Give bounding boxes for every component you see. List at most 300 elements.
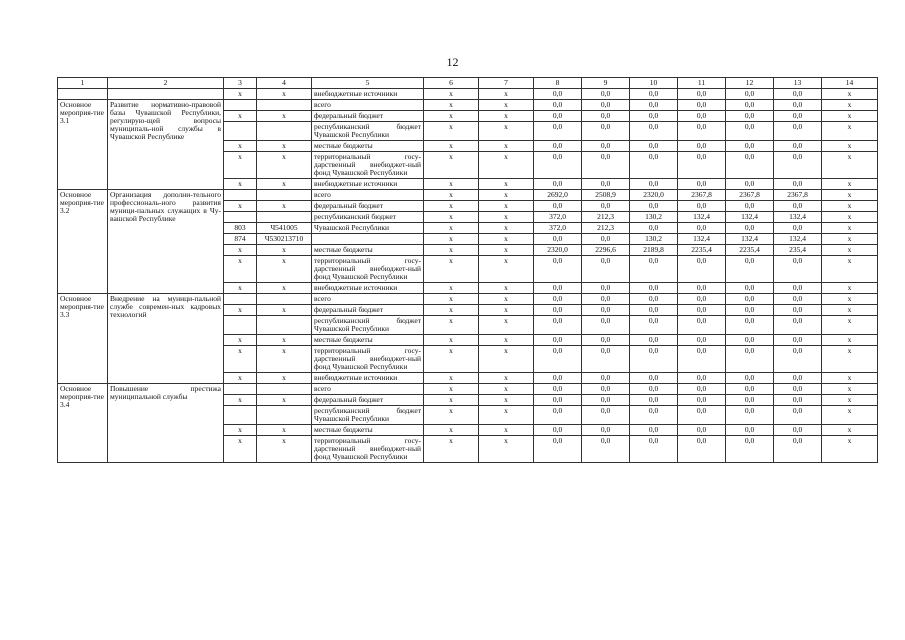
- value-cell: 0,0: [678, 179, 726, 190]
- value-cell: 0,0: [678, 141, 726, 152]
- code-cell: x: [479, 111, 534, 122]
- value-cell: 0,0: [582, 335, 630, 346]
- column-header: 9: [582, 78, 630, 89]
- code-cell: x: [822, 335, 878, 346]
- code-cell: x: [424, 179, 479, 190]
- value-cell: 0,0: [726, 179, 774, 190]
- value-cell: 0,0: [774, 425, 822, 436]
- value-cell: 0,0: [630, 256, 678, 283]
- activity-title-cell: Основное мероприя-тие 3.2: [58, 190, 108, 294]
- activity-description-cell: Развитие нормативно-правовой базы Чувашской Республики, регулирую-щей вопросы муниципаль-ной службы в Чувашской Республике: [108, 100, 224, 190]
- code-cell: x: [224, 305, 257, 316]
- code-cell: 803: [224, 223, 257, 234]
- code-cell: x: [224, 141, 257, 152]
- value-cell: 0,0: [582, 436, 630, 463]
- value-cell: 0,0: [630, 89, 678, 100]
- code-cell: x: [424, 384, 479, 395]
- code-cell: x: [822, 223, 878, 234]
- value-cell: 0,0: [678, 223, 726, 234]
- budget-table: [57, 77, 878, 463]
- column-header: 6: [424, 78, 479, 89]
- code-cell: x: [822, 395, 878, 406]
- value-cell: 132,4: [678, 212, 726, 223]
- code-cell: x: [424, 316, 479, 335]
- code-cell: [224, 316, 257, 335]
- funding-source-cell: местные бюджеты: [312, 425, 424, 436]
- code-cell: x: [224, 89, 257, 100]
- code-cell: x: [257, 346, 312, 373]
- value-cell: 0,0: [774, 384, 822, 395]
- table-body: [58, 78, 878, 463]
- value-cell: 0,0: [678, 111, 726, 122]
- value-cell: 0,0: [774, 283, 822, 294]
- value-cell: 0,0: [582, 152, 630, 179]
- code-cell: x: [424, 436, 479, 463]
- code-cell: x: [424, 223, 479, 234]
- value-cell: 0,0: [726, 406, 774, 425]
- value-cell: 0,0: [534, 234, 582, 245]
- activity-description-cell: Организация дополни-тельного профессиональ-ного развития муници-пальных служащих в Чу-вашской Республике: [108, 190, 224, 294]
- value-cell: 0,0: [582, 406, 630, 425]
- funding-source-cell: всего: [312, 100, 424, 111]
- value-cell: 0,0: [630, 141, 678, 152]
- value-cell: 235,4: [774, 245, 822, 256]
- value-cell: 0,0: [582, 256, 630, 283]
- value-cell: 132,4: [774, 234, 822, 245]
- code-cell: x: [257, 245, 312, 256]
- value-cell: 0,0: [534, 141, 582, 152]
- value-cell: 0,0: [534, 100, 582, 111]
- code-cell: x: [479, 122, 534, 141]
- value-cell: 0,0: [774, 256, 822, 283]
- code-cell: x: [424, 406, 479, 425]
- funding-source-cell: федеральный бюджет: [312, 395, 424, 406]
- value-cell: 0,0: [630, 294, 678, 305]
- code-cell: x: [479, 335, 534, 346]
- value-cell: 0,0: [726, 89, 774, 100]
- code-cell: x: [424, 395, 479, 406]
- code-cell: x: [822, 152, 878, 179]
- code-cell: x: [822, 212, 878, 223]
- code-cell: x: [257, 89, 312, 100]
- value-cell: 2235,4: [726, 245, 774, 256]
- value-cell: 0,0: [630, 436, 678, 463]
- value-cell: 2320,0: [630, 190, 678, 201]
- value-cell: 0,0: [534, 111, 582, 122]
- value-cell: 0,0: [774, 141, 822, 152]
- header-row: [58, 78, 878, 89]
- value-cell: 0,0: [678, 294, 726, 305]
- code-cell: x: [822, 179, 878, 190]
- code-cell: x: [224, 201, 257, 212]
- code-cell: [224, 294, 257, 305]
- code-cell: x: [424, 425, 479, 436]
- value-cell: 0,0: [774, 152, 822, 179]
- value-cell: 0,0: [678, 100, 726, 111]
- code-cell: x: [822, 305, 878, 316]
- funding-source-cell: всего: [312, 384, 424, 395]
- code-cell: [224, 122, 257, 141]
- value-cell: 0,0: [774, 122, 822, 141]
- value-cell: 0,0: [774, 395, 822, 406]
- value-cell: 0,0: [582, 89, 630, 100]
- value-cell: 0,0: [774, 89, 822, 100]
- code-cell: x: [257, 256, 312, 283]
- code-cell: x: [224, 245, 257, 256]
- code-cell: x: [424, 335, 479, 346]
- value-cell: 0,0: [774, 436, 822, 463]
- code-cell: [257, 100, 312, 111]
- code-cell: x: [424, 201, 479, 212]
- activity-title-cell: [58, 89, 108, 100]
- value-cell: 0,0: [582, 141, 630, 152]
- value-cell: 0,0: [630, 223, 678, 234]
- value-cell: 0,0: [774, 100, 822, 111]
- value-cell: 0,0: [726, 373, 774, 384]
- code-cell: x: [479, 384, 534, 395]
- code-cell: x: [822, 346, 878, 373]
- code-cell: x: [424, 245, 479, 256]
- code-cell: x: [822, 100, 878, 111]
- code-cell: x: [257, 111, 312, 122]
- code-cell: x: [479, 294, 534, 305]
- code-cell: [257, 190, 312, 201]
- code-cell: x: [257, 436, 312, 463]
- code-cell: x: [479, 152, 534, 179]
- value-cell: 0,0: [678, 305, 726, 316]
- column-header: 11: [678, 78, 726, 89]
- value-cell: 0,0: [726, 436, 774, 463]
- value-cell: 0,0: [726, 122, 774, 141]
- value-cell: 0,0: [582, 305, 630, 316]
- code-cell: x: [479, 201, 534, 212]
- code-cell: x: [479, 305, 534, 316]
- code-cell: x: [822, 111, 878, 122]
- code-cell: x: [822, 384, 878, 395]
- code-cell: x: [424, 305, 479, 316]
- code-cell: x: [479, 234, 534, 245]
- value-cell: 2296,6: [582, 245, 630, 256]
- funding-source-cell: территориальный госу-дарственный внебюджет-ный фонд Чувашской Республики: [312, 346, 424, 373]
- code-cell: x: [424, 190, 479, 201]
- value-cell: 0,0: [630, 283, 678, 294]
- value-cell: 0,0: [534, 373, 582, 384]
- value-cell: 0,0: [582, 179, 630, 190]
- code-cell: x: [224, 256, 257, 283]
- value-cell: 0,0: [774, 305, 822, 316]
- value-cell: 0,0: [726, 305, 774, 316]
- value-cell: 0,0: [534, 346, 582, 373]
- value-cell: 130,2: [630, 234, 678, 245]
- table-row: [58, 384, 878, 395]
- value-cell: 0,0: [630, 179, 678, 190]
- code-cell: x: [424, 111, 479, 122]
- code-cell: [224, 100, 257, 111]
- code-cell: x: [822, 201, 878, 212]
- code-cell: x: [479, 436, 534, 463]
- code-cell: x: [257, 335, 312, 346]
- code-cell: x: [424, 152, 479, 179]
- value-cell: 0,0: [630, 201, 678, 212]
- code-cell: x: [479, 373, 534, 384]
- table-row: [58, 89, 878, 100]
- value-cell: 2367,8: [726, 190, 774, 201]
- value-cell: 0,0: [774, 201, 822, 212]
- code-cell: x: [257, 283, 312, 294]
- code-cell: x: [424, 212, 479, 223]
- value-cell: 0,0: [678, 283, 726, 294]
- value-cell: 0,0: [630, 395, 678, 406]
- funding-source-cell: местные бюджеты: [312, 335, 424, 346]
- value-cell: 0,0: [630, 122, 678, 141]
- value-cell: 0,0: [630, 111, 678, 122]
- code-cell: x: [424, 100, 479, 111]
- funding-source-cell: всего: [312, 190, 424, 201]
- value-cell: 0,0: [534, 425, 582, 436]
- value-cell: 132,4: [726, 212, 774, 223]
- activity-description-cell: [108, 89, 224, 100]
- code-cell: x: [479, 212, 534, 223]
- value-cell: 0,0: [726, 223, 774, 234]
- value-cell: 0,0: [678, 425, 726, 436]
- code-cell: x: [224, 395, 257, 406]
- value-cell: 0,0: [630, 373, 678, 384]
- funding-source-cell: федеральный бюджет: [312, 201, 424, 212]
- value-cell: 0,0: [534, 384, 582, 395]
- value-cell: 0,0: [582, 234, 630, 245]
- value-cell: 0,0: [582, 294, 630, 305]
- code-cell: x: [424, 141, 479, 152]
- code-cell: x: [424, 122, 479, 141]
- value-cell: 0,0: [726, 395, 774, 406]
- value-cell: 2508,9: [582, 190, 630, 201]
- column-header: 8: [534, 78, 582, 89]
- value-cell: 0,0: [726, 152, 774, 179]
- value-cell: 0,0: [678, 384, 726, 395]
- code-cell: x: [479, 406, 534, 425]
- value-cell: 0,0: [774, 223, 822, 234]
- code-cell: x: [822, 406, 878, 425]
- funding-source-cell: территориальный госу-дарственный внебюджет-ный фонд Чувашской Республики: [312, 152, 424, 179]
- activity-title-cell: Основное мероприя-тие 3.3: [58, 294, 108, 384]
- value-cell: 132,4: [774, 212, 822, 223]
- code-cell: x: [822, 89, 878, 100]
- value-cell: 0,0: [534, 152, 582, 179]
- code-cell: x: [822, 373, 878, 384]
- value-cell: 0,0: [582, 425, 630, 436]
- value-cell: 0,0: [534, 89, 582, 100]
- table-row: [58, 294, 878, 305]
- value-cell: 212,3: [582, 223, 630, 234]
- value-cell: 0,0: [774, 373, 822, 384]
- value-cell: 0,0: [774, 111, 822, 122]
- column-header: 7: [479, 78, 534, 89]
- code-cell: x: [224, 111, 257, 122]
- code-cell: x: [424, 346, 479, 373]
- funding-source-cell: внебюджетные источники: [312, 89, 424, 100]
- code-cell: x: [257, 152, 312, 179]
- value-cell: 0,0: [726, 256, 774, 283]
- code-cell: [257, 294, 312, 305]
- value-cell: 0,0: [630, 335, 678, 346]
- value-cell: 132,4: [726, 234, 774, 245]
- value-cell: 0,0: [582, 395, 630, 406]
- code-cell: x: [822, 190, 878, 201]
- value-cell: 0,0: [726, 141, 774, 152]
- value-cell: 0,0: [582, 100, 630, 111]
- funding-source-cell: местные бюджеты: [312, 245, 424, 256]
- code-cell: [257, 406, 312, 425]
- value-cell: 0,0: [726, 100, 774, 111]
- value-cell: 0,0: [582, 384, 630, 395]
- value-cell: 0,0: [534, 436, 582, 463]
- code-cell: x: [479, 245, 534, 256]
- code-cell: x: [257, 373, 312, 384]
- code-cell: x: [224, 346, 257, 373]
- value-cell: 0,0: [630, 384, 678, 395]
- funding-source-cell: территориальный госу-дарственный внебюджет-ный фонд Чувашской Республики: [312, 256, 424, 283]
- code-cell: x: [224, 436, 257, 463]
- value-cell: 0,0: [678, 436, 726, 463]
- value-cell: 0,0: [534, 316, 582, 335]
- column-header: 13: [774, 78, 822, 89]
- code-cell: Ч530213710: [257, 234, 312, 245]
- activity-description-cell: Повышение престижа муниципальной службы: [108, 384, 224, 463]
- value-cell: 0,0: [534, 122, 582, 141]
- code-cell: x: [479, 141, 534, 152]
- code-cell: x: [257, 179, 312, 190]
- value-cell: 0,0: [534, 406, 582, 425]
- funding-source-cell: республиканский бюджет Чувашской Республики: [312, 122, 424, 141]
- value-cell: 0,0: [774, 406, 822, 425]
- value-cell: 0,0: [678, 256, 726, 283]
- funding-source-cell: внебюджетные источники: [312, 179, 424, 190]
- code-cell: x: [822, 316, 878, 335]
- code-cell: x: [424, 234, 479, 245]
- code-cell: x: [479, 256, 534, 283]
- code-cell: [257, 212, 312, 223]
- code-cell: [257, 316, 312, 335]
- value-cell: 0,0: [630, 100, 678, 111]
- value-cell: 0,0: [726, 384, 774, 395]
- code-cell: x: [424, 373, 479, 384]
- value-cell: 0,0: [678, 201, 726, 212]
- value-cell: 0,0: [582, 201, 630, 212]
- activity-title-cell: Основное мероприя-тие 3.4: [58, 384, 108, 463]
- value-cell: 0,0: [726, 425, 774, 436]
- activity-title-cell: Основное мероприя-тие 3.1: [58, 100, 108, 190]
- code-cell: x: [479, 316, 534, 335]
- funding-source-cell: федеральный бюджет: [312, 305, 424, 316]
- code-cell: x: [257, 395, 312, 406]
- code-cell: x: [822, 256, 878, 283]
- column-header: 1: [58, 78, 108, 89]
- code-cell: x: [822, 294, 878, 305]
- code-cell: x: [424, 294, 479, 305]
- funding-source-cell: всего: [312, 294, 424, 305]
- code-cell: x: [822, 234, 878, 245]
- code-cell: x: [257, 201, 312, 212]
- value-cell: 0,0: [726, 294, 774, 305]
- value-cell: 0,0: [678, 122, 726, 141]
- code-cell: x: [424, 256, 479, 283]
- value-cell: 0,0: [726, 316, 774, 335]
- funding-source-cell: территориальный госу-дарственный внебюджет-ный фонд Чувашской Республики: [312, 436, 424, 463]
- value-cell: 0,0: [630, 305, 678, 316]
- value-cell: 0,0: [582, 111, 630, 122]
- value-cell: 2367,8: [678, 190, 726, 201]
- code-cell: x: [479, 283, 534, 294]
- value-cell: 0,0: [678, 395, 726, 406]
- value-cell: 0,0: [534, 335, 582, 346]
- value-cell: 0,0: [582, 283, 630, 294]
- column-header: 12: [726, 78, 774, 89]
- value-cell: 0,0: [630, 346, 678, 373]
- code-cell: x: [822, 245, 878, 256]
- value-cell: 2367,8: [774, 190, 822, 201]
- value-cell: 0,0: [726, 283, 774, 294]
- value-cell: 2692,0: [534, 190, 582, 201]
- code-cell: x: [479, 100, 534, 111]
- code-cell: x: [224, 425, 257, 436]
- value-cell: 0,0: [726, 111, 774, 122]
- code-cell: x: [424, 283, 479, 294]
- funding-source-cell: федеральный бюджет: [312, 111, 424, 122]
- value-cell: 0,0: [726, 335, 774, 346]
- value-cell: 0,0: [726, 346, 774, 373]
- funding-source-cell: республиканский бюджет: [312, 212, 424, 223]
- value-cell: 372,0: [534, 212, 582, 223]
- value-cell: 0,0: [582, 346, 630, 373]
- value-cell: 2320,0: [534, 245, 582, 256]
- table-row: [58, 190, 878, 201]
- code-cell: [224, 212, 257, 223]
- value-cell: 0,0: [678, 373, 726, 384]
- value-cell: 0,0: [726, 201, 774, 212]
- code-cell: x: [224, 179, 257, 190]
- value-cell: 2189,8: [630, 245, 678, 256]
- code-cell: x: [424, 89, 479, 100]
- value-cell: 0,0: [534, 283, 582, 294]
- code-cell: x: [479, 223, 534, 234]
- activity-description-cell: Внедрение на муници-пальной службе современ-ных кадровых технологий: [108, 294, 224, 384]
- code-cell: x: [257, 305, 312, 316]
- value-cell: 0,0: [774, 335, 822, 346]
- value-cell: 0,0: [774, 294, 822, 305]
- code-cell: x: [224, 283, 257, 294]
- column-header: 3: [224, 78, 257, 89]
- code-cell: x: [822, 436, 878, 463]
- column-header: 5: [312, 78, 424, 89]
- value-cell: 212,3: [582, 212, 630, 223]
- funding-source-cell: республиканский бюджет Чувашской Республики: [312, 316, 424, 335]
- value-cell: 0,0: [534, 179, 582, 190]
- code-cell: x: [479, 395, 534, 406]
- value-cell: 0,0: [678, 335, 726, 346]
- value-cell: 0,0: [534, 294, 582, 305]
- value-cell: 0,0: [534, 256, 582, 283]
- code-cell: x: [479, 190, 534, 201]
- code-cell: [257, 122, 312, 141]
- value-cell: 0,0: [678, 346, 726, 373]
- page-number: 12: [446, 55, 459, 69]
- column-header: 2: [108, 78, 224, 89]
- value-cell: 0,0: [678, 152, 726, 179]
- value-cell: 0,0: [774, 316, 822, 335]
- code-cell: x: [822, 425, 878, 436]
- code-cell: [224, 384, 257, 395]
- value-cell: 0,0: [678, 316, 726, 335]
